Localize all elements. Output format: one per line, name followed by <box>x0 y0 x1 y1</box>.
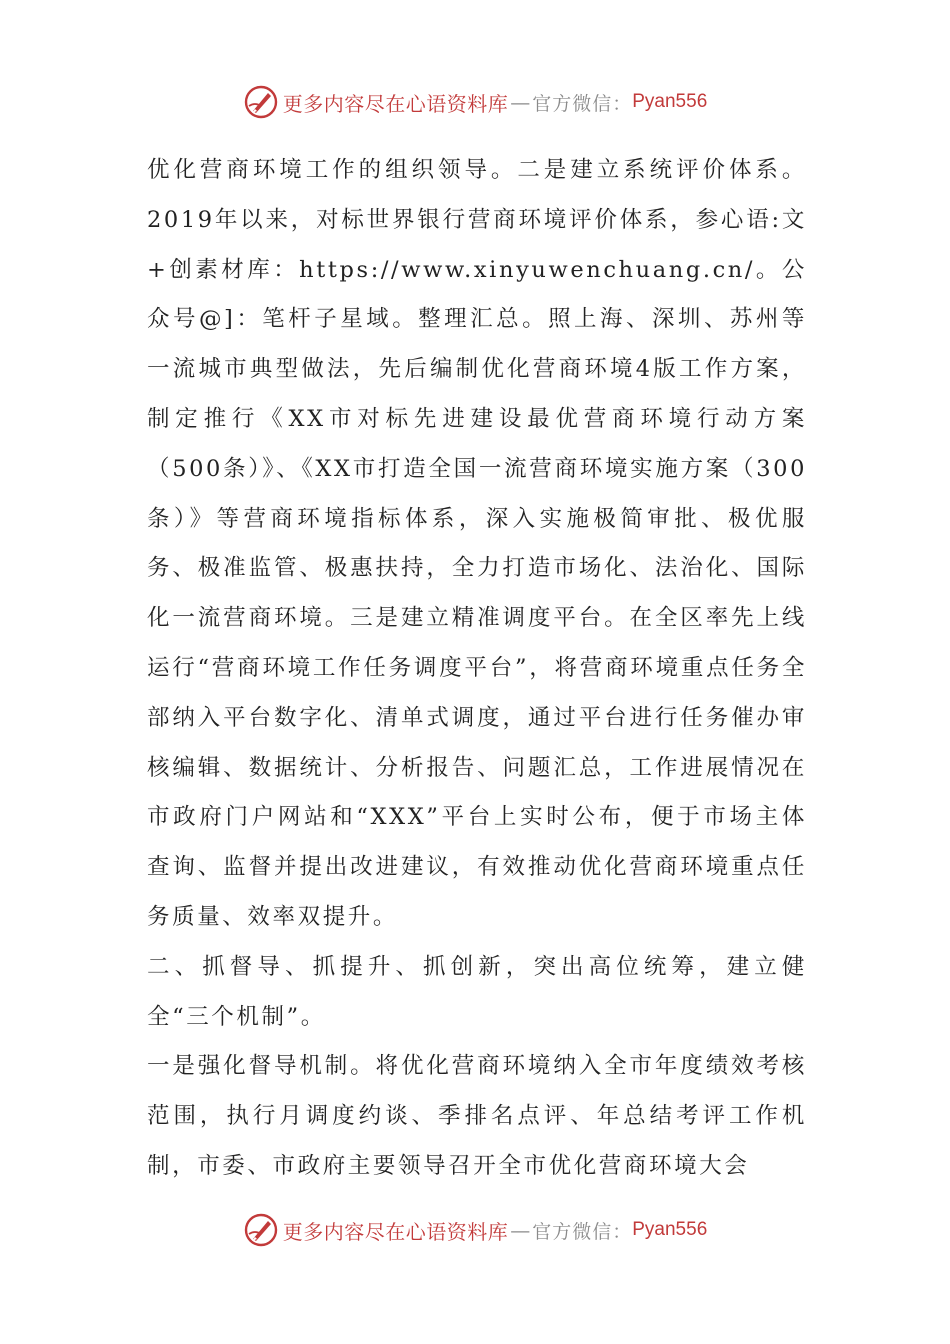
banner-title: 更多内容尽在心语资料库 <box>282 1219 509 1244</box>
document-body <box>147 146 807 1192</box>
section-heading: 二、抓督导、抓提升、抓创新，突出高位统筹，建立健全“三个机制”。 <box>147 953 807 1030</box>
banner-title: 更多内容尽在心语资料库 <box>282 91 509 116</box>
banner-wechat-id: Pyan556 <box>632 1219 708 1240</box>
footer-banner <box>0 1208 950 1252</box>
banner-wechat-label: 官方微信： <box>532 1220 633 1243</box>
body-paragraph-1: 优化营商环境工作的组织领导。二是建立系统评价体系。2019年以来，对标世界银行营商环境评价体系，参心语:文+创素材库：https://www.xinyuwenchuang.cn/。公众号@]：笔杆子星域。整理汇总。照上海、深圳、苏州等一流城市典型做法，先后编制优化营商环境4版工作方案，制定推行《XX市对标先进建设最优营商环境行动方案（500条）》、《XX市打造全国一流营商环境实施方案（300条）》等营商环境指标体系，深入实施极简审批、极优服务、极准监管、极惠扶持，全力打造市场化、法治化、国际化一流营商环境。三是建立精准调度平台。在全区率先上线运行“营商环境工作任务调度平台”，将营商环境重点任务全部纳入平台数字化、清单式调度，通过平台进行任务催办审核编辑、数据统计、分析报告、问题汇总，工作进展情况在市政府门户网站和“XXX”平台上实时公布，便于市场主体查询、监督并提出改进建议，有效推动优化营商环境重点任务质量、效率双提升。 <box>147 157 807 930</box>
banner-dash: — <box>510 1218 531 1242</box>
banner-dash: — <box>510 90 531 114</box>
pen-logo-icon <box>243 84 279 120</box>
body-paragraph-2: 一是强化督导机制。将优化营商环境纳入全市年度绩效考核范围，执行月调度约谈、季排名点评、年总结考评工作机制，市委、市政府主要领导召开全市优化营商环境大会 <box>147 1053 807 1179</box>
banner-wechat-id: Pyan556 <box>632 91 708 112</box>
pen-logo-icon <box>243 1212 279 1248</box>
banner-wechat-label: 官方微信： <box>532 92 633 115</box>
header-banner <box>0 80 950 124</box>
